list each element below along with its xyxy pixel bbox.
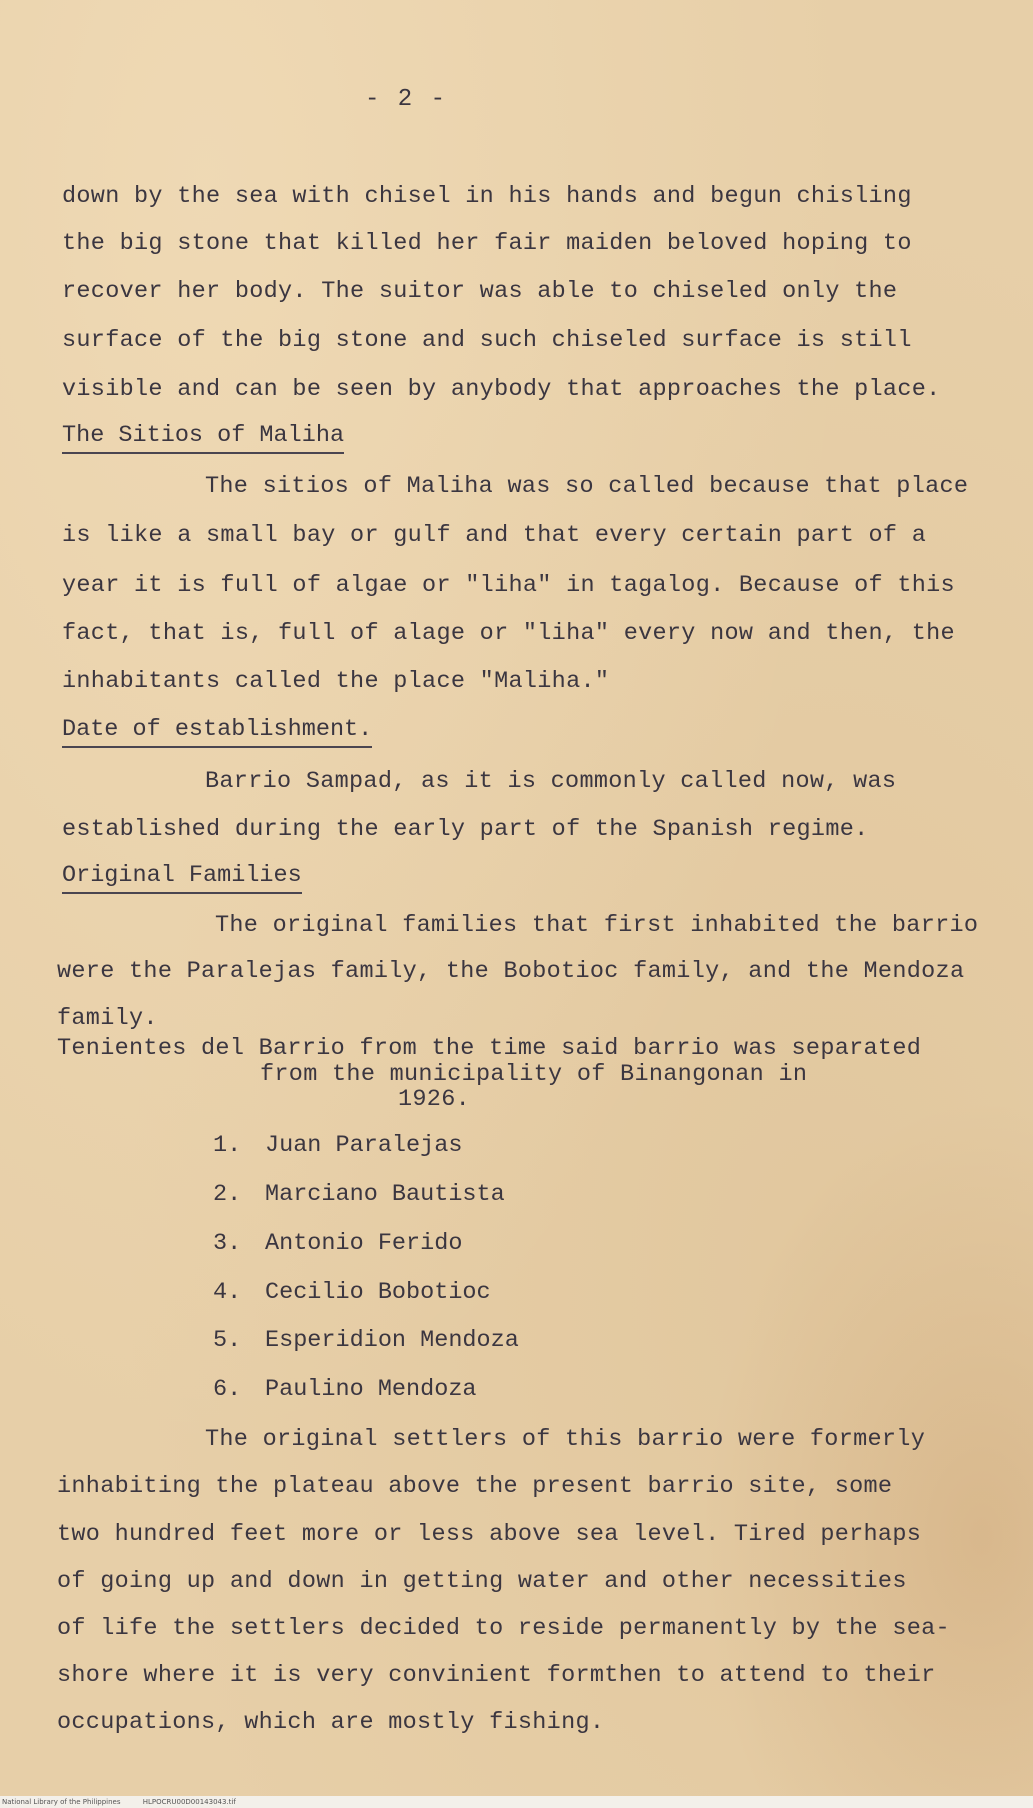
page-number: - 2 -	[365, 86, 448, 113]
teniente-name: Antonio Ferido	[265, 1230, 463, 1257]
teniente-name: Paulino Mendoza	[265, 1376, 477, 1403]
section-heading-families: Original Families	[62, 861, 302, 894]
paragraph-line: inhabiting the plateau above the present barrio site, some	[57, 1473, 893, 1500]
teniente-list-item	[213, 1131, 462, 1161]
paragraph-line: established during the early part of the Spanish regime.	[62, 816, 869, 843]
list-number: 4.	[213, 1279, 242, 1306]
teniente-name: Juan Paralejas	[265, 1132, 463, 1159]
paragraph-line: down by the sea with chisel in his hands and begun chisling	[62, 183, 912, 210]
paragraph-line: surface of the big stone and such chiseled surface is still	[62, 327, 912, 354]
teniente-name: Esperidion Mendoza	[265, 1327, 519, 1354]
paragraph-line: fact, that is, full of alage or "liha" every now and then, the	[62, 620, 955, 647]
paragraph-line: The original settlers of this barrio were formerly	[205, 1426, 926, 1453]
teniente-name: Cecilio Bobotioc	[265, 1279, 491, 1306]
tenientes-heading: Tenientes del Barrio from the time said barrio was separated	[57, 1035, 922, 1062]
paragraph-line: visible and can be seen by anybody that approaches the place.	[62, 376, 941, 403]
paragraph-line: The original families that first inhabited the barrio	[215, 912, 979, 939]
paragraph-line: two hundred feet more or less above sea level. Tired perhaps	[57, 1521, 922, 1548]
section-heading-sitios: The Sitios of Maliha	[62, 421, 344, 454]
paragraph-line: year it is full of algae or "liha" in tagalog. Because of this	[62, 572, 955, 599]
paragraph-line: The sitios of Maliha was so called because that place	[205, 473, 969, 500]
list-number: 6.	[213, 1376, 242, 1403]
paragraph-line: inhabitants called the place "Maliha."	[62, 668, 610, 695]
teniente-name: Marciano Bautista	[265, 1181, 505, 1208]
paragraph-line: Barrio Sampad, as it is commonly called now, was	[205, 768, 897, 795]
footer-filename: HLPOCRU00D00143043.tif	[142, 1798, 236, 1806]
paragraph-line: shore where it is very convinient formthen to attend to their	[57, 1662, 936, 1689]
section-heading-date: Date of establishment.	[62, 715, 372, 748]
paragraph-line: were the Paralejas family, the Bobotioc family, and the Mendoza	[57, 958, 965, 985]
paragraph-line: is like a small bay or gulf and that every certain part of a	[62, 522, 927, 549]
list-number: 3.	[213, 1230, 242, 1257]
paragraph-line: the big stone that killed her fair maiden beloved hoping to	[62, 230, 912, 257]
list-number: 2.	[213, 1181, 242, 1208]
teniente-list-item	[213, 1180, 505, 1210]
teniente-list-item	[213, 1229, 462, 1259]
list-number: 1.	[213, 1132, 242, 1159]
paragraph-line: family.	[57, 1005, 158, 1032]
teniente-list-item	[213, 1326, 519, 1356]
paragraph-line: recover her body. The suitor was able to chiseled only the	[62, 278, 898, 305]
paragraph-line: of life the settlers decided to reside permanently by the sea-	[57, 1615, 950, 1642]
paragraph-line: occupations, which are mostly fishing.	[57, 1709, 605, 1736]
tenientes-heading: from the municipality of Binangonan in	[260, 1061, 808, 1088]
scan-footer	[0, 1796, 1033, 1808]
list-number: 5.	[213, 1327, 242, 1354]
tenientes-heading: 1926.	[398, 1086, 471, 1113]
footer-library: National Library of the Philippines	[2, 1798, 121, 1806]
teniente-list-item	[213, 1278, 491, 1308]
teniente-list-item	[213, 1375, 477, 1405]
paragraph-line: of going up and down in getting water and other necessities	[57, 1568, 907, 1595]
